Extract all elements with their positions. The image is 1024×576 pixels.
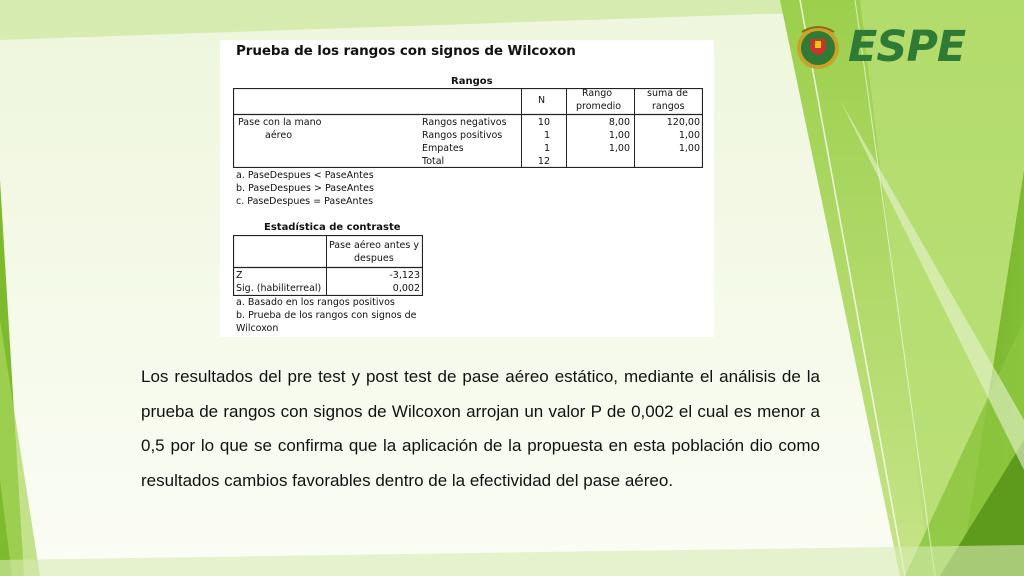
header-mean-rank-1: Rango bbox=[582, 88, 613, 99]
stats-label-z: Z bbox=[236, 270, 243, 281]
mean-rank-negatives: 8,00 bbox=[608, 117, 630, 128]
logo-text: ESPE bbox=[848, 22, 966, 72]
ranks-note-c: c. PaseDespues = PaseAntes bbox=[236, 196, 374, 207]
wilcoxon-figure bbox=[220, 40, 714, 337]
stats-value-z: -3,123 bbox=[389, 270, 420, 281]
row-label-ties: Empates bbox=[422, 143, 464, 154]
stats-label-sig: Sig. (habiliterreal) bbox=[236, 283, 322, 294]
sum-ranks-negatives: 120,00 bbox=[666, 117, 700, 128]
header-sum-ranks-2: rangos bbox=[652, 101, 685, 112]
ranks-note-a: a. PaseDespues < PaseAntes bbox=[236, 170, 374, 181]
header-n: N bbox=[538, 95, 546, 106]
stats-header-1: Pase aéreo antes y bbox=[329, 240, 419, 251]
row-label-positives: Rangos positivos bbox=[422, 130, 503, 141]
sum-ranks-ties: 1,00 bbox=[678, 143, 700, 154]
n-negatives: 10 bbox=[537, 117, 550, 128]
n-ties: 1 bbox=[543, 143, 550, 154]
espe-logo bbox=[796, 20, 994, 76]
figure-title: Prueba de los rangos con signos de Wilcoxon bbox=[236, 43, 576, 59]
header-sum-ranks-1: suma de bbox=[647, 88, 688, 99]
stats-note-b-cont: Wilcoxon bbox=[236, 323, 279, 334]
variable-label-1: Pase con la mano bbox=[238, 117, 322, 128]
stats-note-b: b. Prueba de los rangos con signos de bbox=[236, 310, 417, 321]
stats-header-2: despues bbox=[354, 253, 394, 264]
row-label-negatives: Rangos negativos bbox=[422, 117, 507, 128]
ranks-table-caption: Rangos bbox=[451, 76, 493, 87]
header-mean-rank-2: promedio bbox=[576, 101, 622, 112]
mean-rank-ties: 1,00 bbox=[608, 143, 630, 154]
row-label-total: Total bbox=[422, 156, 445, 167]
ranks-note-b: b. PaseDespues > PaseAntes bbox=[236, 183, 374, 194]
n-positives: 1 bbox=[543, 130, 550, 141]
mean-rank-positives: 1,00 bbox=[608, 130, 630, 141]
stats-value-sig: 0,002 bbox=[392, 283, 420, 294]
variable-label-2: aéreo bbox=[265, 130, 293, 141]
stats-table-caption: Estadística de contraste bbox=[264, 222, 401, 233]
sum-ranks-positives: 1,00 bbox=[678, 130, 700, 141]
results-paragraph: Los resultados del pre test y post test de pase aéreo estático, mediante el análisis de la prueba de rangos con signos de Wilcoxon arrojan un valor P de 0,002 el cual es menor a 0,5 por lo que se confirma que la aplicación de la propuesta en esta población dio como resultados cambios favorables dentro de la efectividad del pase aéreo. bbox=[141, 367, 820, 490]
stats-note-a: a. Basado en los rangos positivos bbox=[236, 297, 395, 308]
n-total: 12 bbox=[537, 156, 550, 167]
